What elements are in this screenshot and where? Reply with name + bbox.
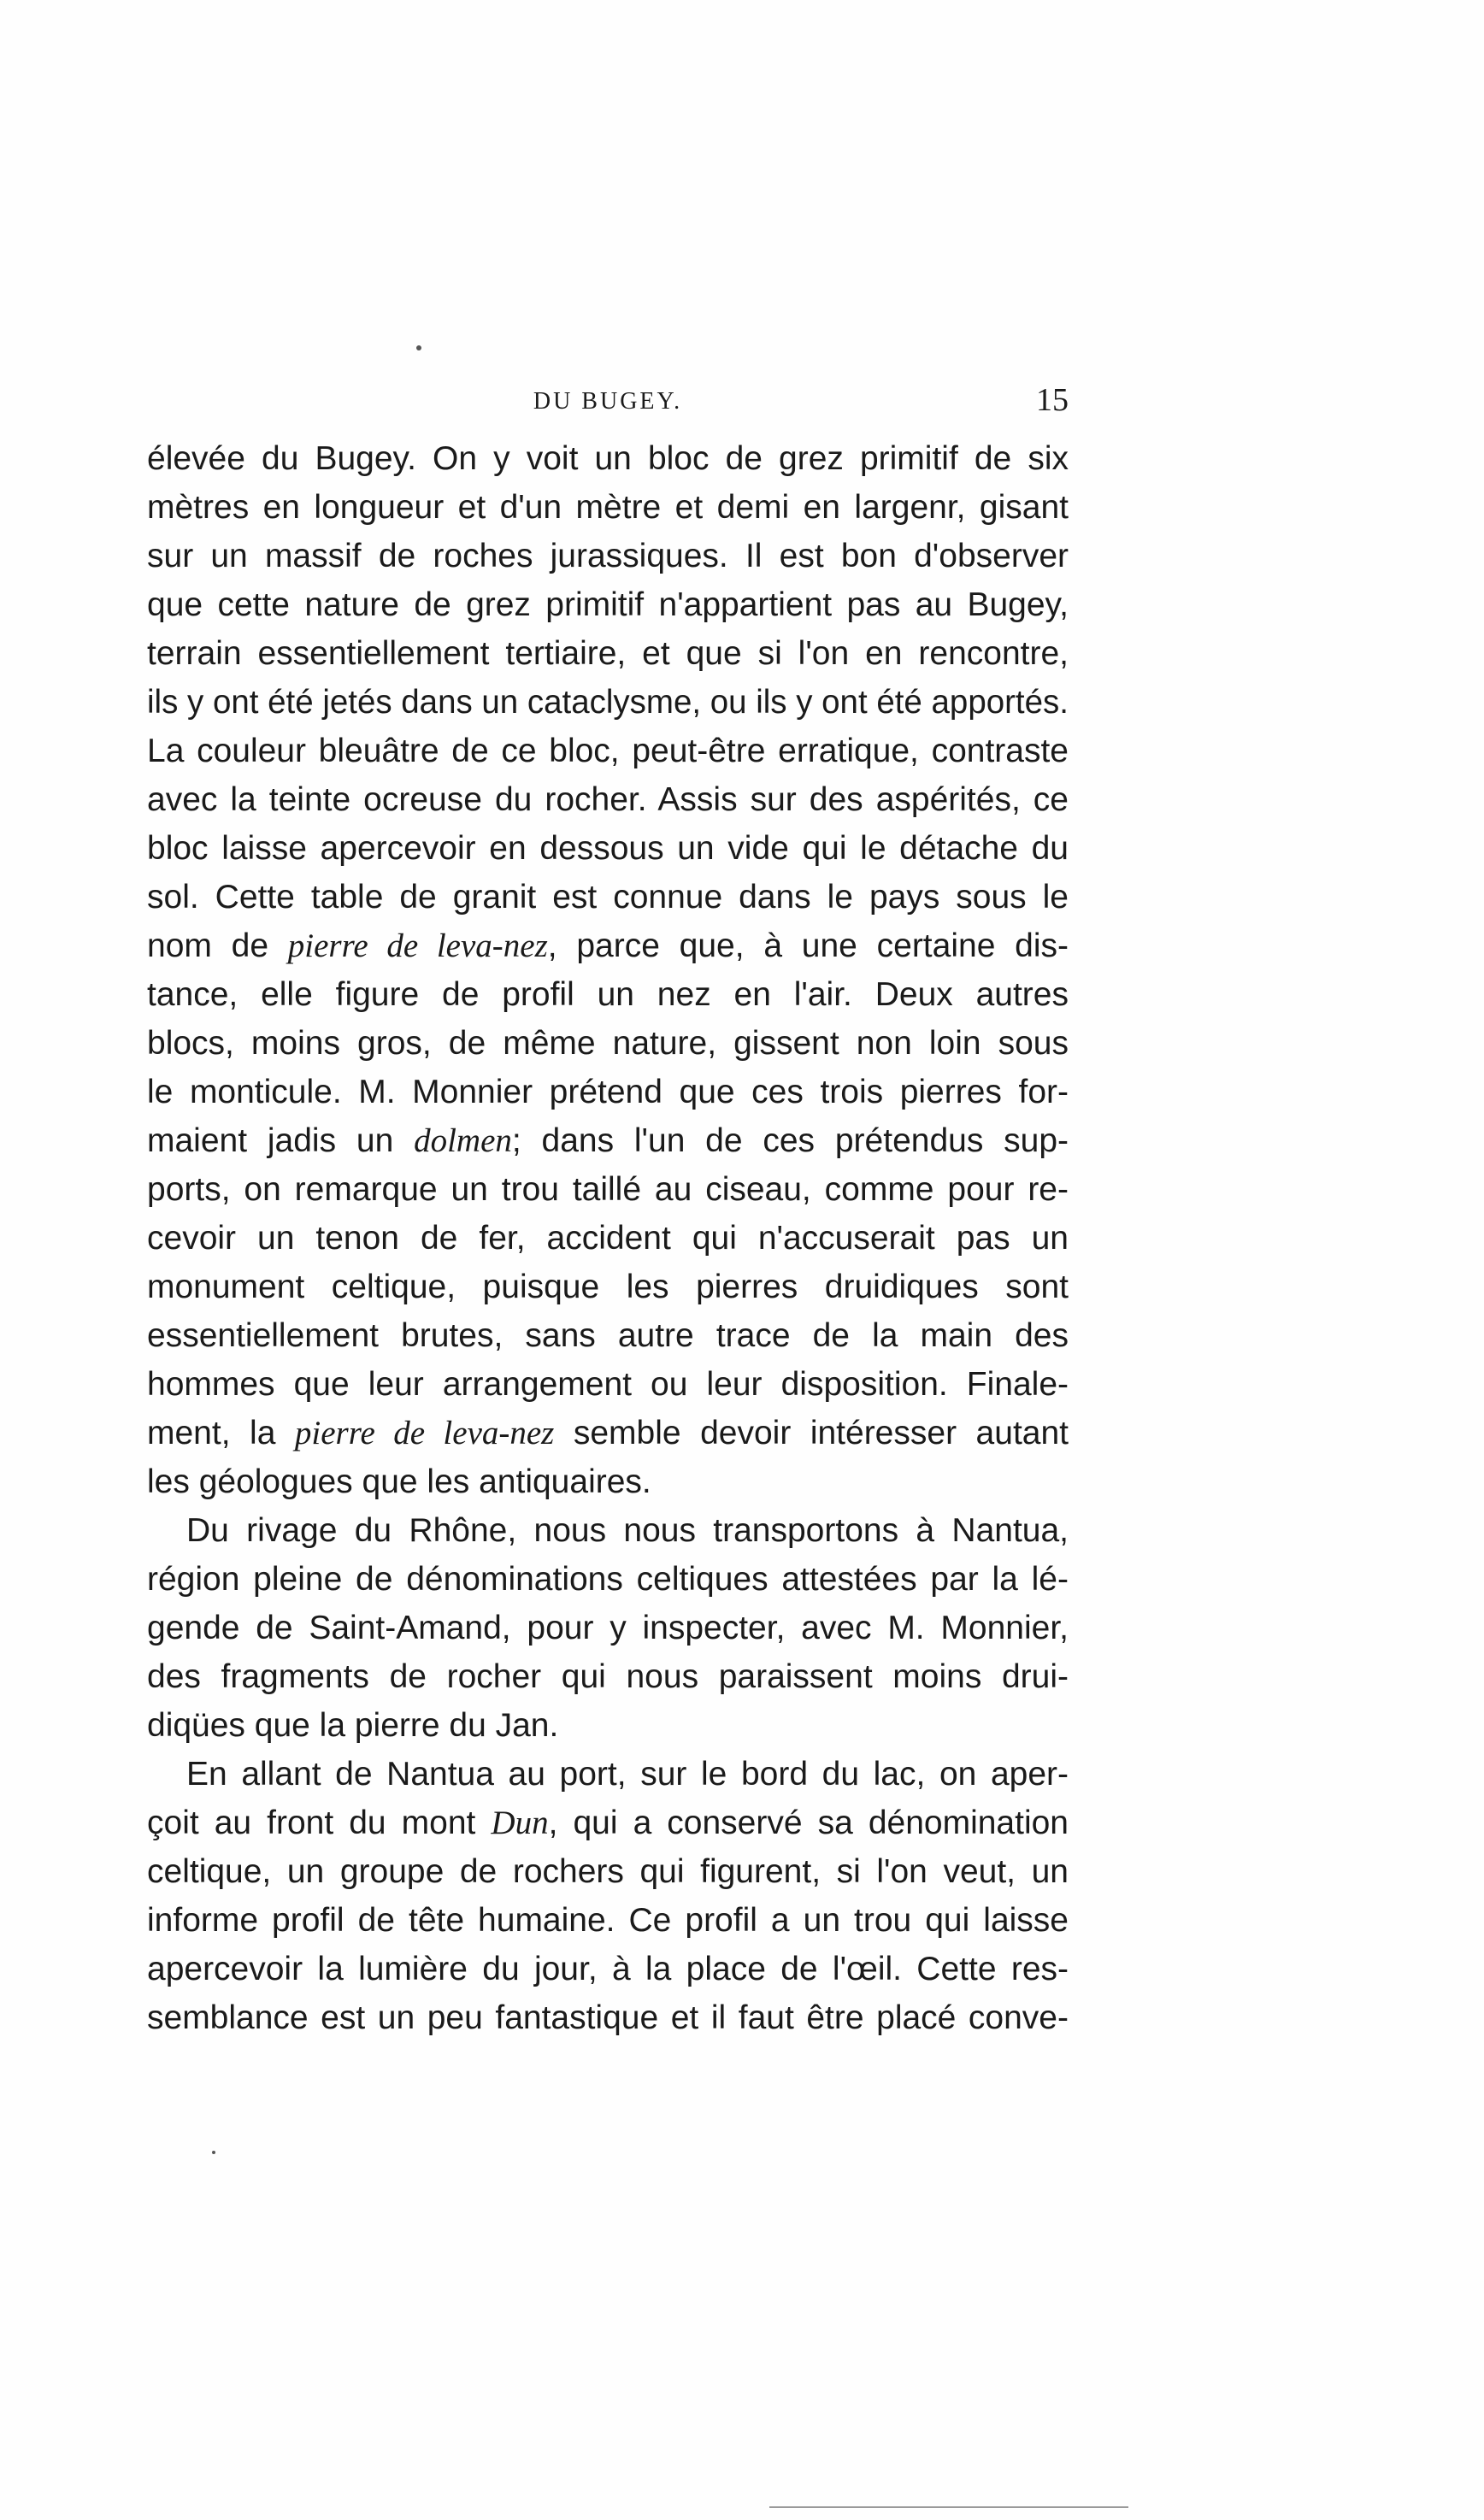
text-line: sur un massif de roches jurassiques. Il est bon d'observer [147, 538, 1069, 574]
text-line: le monticule. M. Monnier prétend que ces trois pierres for- [147, 1074, 1069, 1110]
text-line: çoit au front du mont Dun, qui a conservé sa dénomination [147, 1805, 1069, 1841]
text-line: ils y ont été jetés dans un cataclysme, ou ils y ont été apportés. [147, 684, 1069, 721]
text-line: informe profil de tête humaine. Ce profil a un trou qui laisse [147, 1902, 1069, 1939]
text-line: blocs, moins gros, de même nature, gissent non loin sous [147, 1025, 1069, 1062]
ink-speck [212, 2151, 215, 2154]
italic-term: Dun [491, 1805, 549, 1841]
running-head [147, 381, 1069, 424]
page-number: 15 [1036, 382, 1069, 418]
text-line: hommes que leur arrangement ou leur disposition. Finale- [147, 1366, 1069, 1403]
bottom-rule [769, 2506, 1128, 2508]
text-line: terrain essentiellement tertiaire, et que si l'on en rencontre, [147, 635, 1069, 672]
italic-term: dolmen [414, 1122, 512, 1159]
text-line: cevoir un tenon de fer, accident qui n'accuserait pas un [147, 1220, 1069, 1257]
text-line: celtique, un groupe de rochers qui figurent, si l'on veut, un [147, 1853, 1069, 1890]
italic-term: pierre de leva-nez [287, 927, 548, 964]
text-line: région pleine de dénominations celtiques attestées par la lé- [147, 1561, 1069, 1598]
text-line: ment, la pierre de leva-nez semble devoir intéresser autant [147, 1415, 1069, 1451]
text-line: bloc laisse apercevoir en dessous un vide qui le détache du [147, 830, 1069, 867]
text-line: nom de pierre de leva-nez, parce que, à une certaine dis- [147, 927, 1069, 964]
text-line: ports, on remarque un trou taillé au ciseau, comme pour re- [147, 1171, 1069, 1208]
text-line: que cette nature de grez primitif n'appartient pas au Bugey, [147, 586, 1069, 623]
text-line: gende de Saint-Amand, pour y inspecter, avec M. Monnier, [147, 1610, 1069, 1646]
text-line: tance, elle figure de profil un nez en l'air. Deux autres [147, 976, 1069, 1013]
body-text [147, 434, 1069, 2042]
text-line: maient jadis un dolmen; dans l'un de ces prétendus sup- [147, 1122, 1069, 1159]
text-line: apercevoir la lumière du jour, à la place de l'œil. Cette res- [147, 1951, 1069, 1987]
text-line: les géologues que les antiquaires. [147, 1463, 651, 1500]
text-line: semblance est un peu fantastique et il faut être placé conve- [147, 1999, 1069, 2036]
text-line: Du rivage du Rhône, nous nous transportons à Nantua, [186, 1512, 1069, 1549]
text-line: diqües que la pierre du Jan. [147, 1707, 559, 1744]
text-line: sol. Cette table de granit est connue dans le pays sous le [147, 879, 1069, 916]
text-line: En allant de Nantua au port, sur le bord du lac, on aper- [186, 1756, 1069, 1793]
text-line: élevée du Bugey. On y voit un bloc de grez primitif de six [147, 440, 1069, 477]
text-line: monument celtique, puisque les pierres druidiques sont [147, 1269, 1069, 1305]
text-line: essentiellement brutes, sans autre trace de la main des [147, 1317, 1069, 1354]
text-line: des fragments de rocher qui nous paraissent moins drui- [147, 1658, 1069, 1695]
ink-speck [416, 345, 421, 350]
italic-term: pierre de leva-nez [294, 1415, 555, 1451]
text-line: La couleur bleuâtre de ce bloc, peut-être erratique, contraste [147, 733, 1069, 769]
text-line: mètres en longueur et d'un mètre et demi en largenr, gisant [147, 489, 1069, 526]
text-line: avec la teinte ocreuse du rocher. Assis sur des aspérités, ce [147, 781, 1069, 818]
running-title: DU BUGEY. [533, 388, 683, 415]
